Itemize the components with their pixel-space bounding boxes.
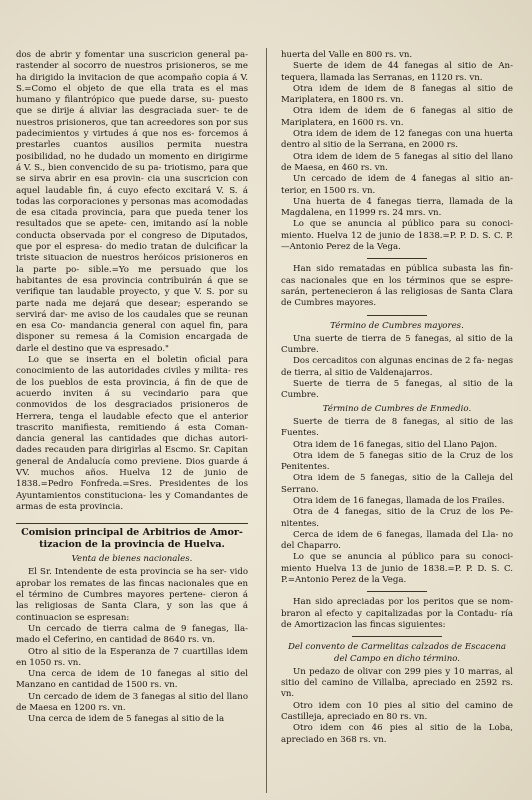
right-column [281,50,513,746]
list-item: Otra idem de idem de 8 fanegas al sitio de Mariplatera, en 1800 rs. vn. [281,83,513,106]
subheading-cumbres: Término de Cumbres mayores. [330,320,464,331]
notice-paragraph: Lo que se anuncia al público para su conoci- miento. Huelva 12 de junio de 1838.=P. P. D. S. C. P.—Antonio Perez de la Vega. [281,219,513,253]
subheading-convento: Del convento de Carmelitas calzados de Escacena del Campo en dicho término. [287,642,507,664]
list-item: Otra idem de idem de 5 fanegas al sitio del llano de Maesa, en 460 rs. vn. [281,151,513,173]
list-item: Un pedazo de olivar con 299 pies y 10 marras, al sitio del camino de Villalba, apreciado en 2592 rs. vn. [281,666,513,700]
list-item: Suerte de idem de 44 fanegas al sitio de An- tequera, llamada las Serranas, en 1120 rs. vn. [281,61,513,83]
list-item: Dos cercaditos con algunas encinas de 2 fa- negas de tierra, al sitio de Valdenajarros. [281,356,513,378]
list-item: Una suerte de tierra de 5 fanegas, al sitio de la Cumbre. [281,333,513,356]
column-divider [266,48,267,793]
list-item: Otra idem de 16 fanegas, sitio del Llano Pajon. [293,439,498,450]
apreciadas-paragraph: Han sido apreciadas por los peritos que se nom- braron al efecto y capitalizadas por la Contadu- ría de Amortizacion las fincas siguientes: [281,597,513,630]
boletin-paragraph: Lo que se inserta en el boletin oficial para conocimiento de las autoridades civiles y milita- res de los pueblos de esta provincia, á fin de que de acuerdo inviten á su vecindario para que conmovidos de los desgraciados prisioneros de Herrera, tenga el laudable efecto que el anterior trascrito manifiesta, remitiendo á esta Coman- dancia general las cantidades que dichas autori- dades recauden para dirigirlas al Escmo. Sr. Capitan general de Andalucía como previene. Dios guarde á VV. muchos años. Huelva 12 de junio de 1838.=Pedro Fonfreda.=Sres. Presidentes de los Ayuntamientos constituciona- les y Comandantes de armas de esta provincia. [16,355,248,512]
list-item: Un cercado de tierra calma de 9 fanegas, lla- mado el Ceferino, en cantidad de 8640 rs. vn. [16,623,248,646]
notice-paragraph: Lo que se anuncia al público para su conoci- miento Huelva 13 de junio de 1838.=P. P. D. S. C. P.=Antonio Perez de la Vega. [281,552,513,586]
list-item: huerta del Valle en 800 rs. vn. [281,50,413,60]
separator-line [367,315,427,316]
separator-line [352,636,442,637]
list-item: Otra idem de idem de 6 fanegas al sitio de Mariplatera, en 1600 rs. vn. [281,106,513,128]
list-item: Otra de 4 fanegas, sitio de la Cruz de los Pe- nitentes. [281,507,513,529]
section-heading: Comision principal de Arbitrios de Amor- tizacion de la provincia de Huelva. [16,523,248,550]
list-item: Cerca de idem de 6 fanegas, llamada del Lla- no del Chaparro. [281,529,513,552]
separator-line [367,258,427,259]
list-item: Otra idem de 5 fanegas sitio de la Cruz de los Penitentes. [281,450,513,473]
continuation-paragraph: dos de abrir y fomentar una suscricion general pa- rastender al socorro de nuestros prisioneros, se me ha dirigido la invitacion de que acompaño copia á V. S.=Como el objeto de que ella trata es el mas humano y filantrópico que puede darse, su- puesto que se dirije á aliviar las desgraciada suer- te de nuestros prisioneros, que tan acreedores son por sus padecimientos y virtudes á que nos es- forcemos á prestarles cuantos ausilios permita nuestra posibilidad, no he dudado un momento en dirigirme á V. S., bien convencido de su pa- triotismo, para que se sirva abrir en esa provin- cia una suscricion con aquel laudable fin, á cuyo efecto excitará V. S. á todas las corporaciones y personas mas acomodadas de esa citada provincia, para que pueda tener los resultados que se apete- cen, imitando así la noble conducta observada por el congreso de Diputados, que por el espresa- do medio tratan de dulcificar la triste situacion de nuestros heróicos prisioneros en la parte po- sible.=Yo me persuado que los habitantes de esa provincia contribuirán á que se verifique tan laudable proyecto, y que V. S. por su parte nada me dejará que desear; esperando se servirá dar- me aviso de los caudales que se reunan en esa Co- mandancia general con aquel fin, para disponer su remesa á la Comision encargada de darle el destino que va espresado." [16,50,248,354]
list-item: Una cerca de idem de 10 fanegas al sitio del Manzano en cantidad de 1500 rs. vn. [16,669,248,691]
list-item: Otro al sitio de la Esperanza de 7 cuartillas idem en 1050 rs. vn. [16,646,248,668]
list-item: Otro idem con 46 pies al sitio de la Loba, apreciado en 368 rs. vn. [281,723,513,745]
left-column [16,50,248,726]
list-item: Suerte de tierra de 8 fanegas, al sitio de las Fuentes. [281,416,513,439]
list-item: Un cercado de idem de 4 fanegas al sitio an- terior, en 1500 rs. vn. [281,174,513,196]
subheading-venta: Venta de bienes nacionales. [71,554,193,565]
list-item: Otro idem con 10 pies al sitio del camino de Castilleja, apreciado en 80 rs. vn. [281,700,513,723]
rematadas-paragraph: Han sido rematadas en pública subasta las fin- cas nacionales que en los términos que se espre- sarán, pertenecieron á las religiosas de Santa Clara de Cumbres mayores. [281,264,513,309]
list-item: Otra idem de 5 fanegas, sitio de la Calleja del Serrano. [281,473,513,495]
list-item: Suerte de tierra de 5 fanegas, al sitio de la Cumbre. [281,379,513,401]
separator-line [367,591,427,592]
list-item: Una huerta de 4 fanegas tierra, llamada de la Magdalena, en 11999 rs. 24 mrs. vn. [281,196,513,219]
list-item: Otra idem de 16 fanegas, llamada de los Frailes. [293,495,505,506]
list-item: Un cercado de idem de 3 fanegas al sitio del llano de Maesa en 1200 rs. vn. [16,691,248,714]
subheading-enmedio: Término de Cumbres de Enmedio. [322,403,472,414]
list-item: Otra idem de idem de 12 fanegas con una huerta dentro al sitio de la Serrana, en 2000 rs. [281,129,513,151]
list-item: Una cerca de idem de 5 fanegas al sitio de la [28,714,225,725]
intendente-paragraph: El Sr. Intendente de esta provincia se ha ser- vido aprobar los remates de las fincas nacionales que en el término de Cumbres mayores pertene- cieron á las religiosas de Santa Clara, y son las que á continuacion se espresan: [16,567,248,623]
